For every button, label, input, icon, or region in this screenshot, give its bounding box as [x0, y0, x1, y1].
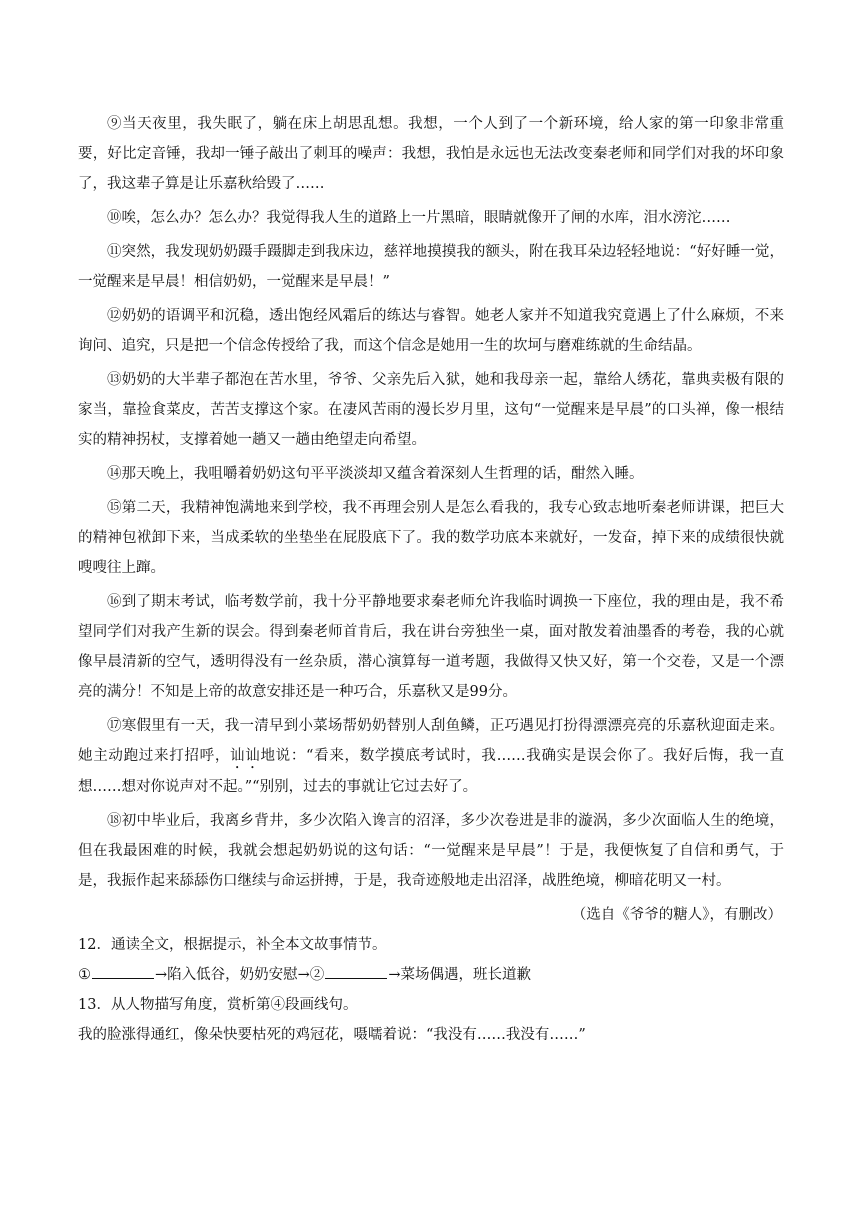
- plot-end: →菜场偶遇，班长道歉: [388, 967, 531, 983]
- paragraph-16: ⑯到了期末考试，临考数学前，我十分平静地要求秦老师允许我临时调换一下座位，我的理由是，我不希望同学们对我产生新的误会。得到秦老师首肯后，我在讲台旁独坐一桌，面对散发着油墨香的考卷，我的心就像早晨清新的空气，透明得没有一丝杂质，潜心演算每一道考题，我做得又快又好，第一个交卷，又是一个漂亮的满分！不知是上帝的故意安排还是一种巧合，乐嘉秋又是99分。: [78, 594, 784, 700]
- paragraph-10: ⑩唉，怎么办？怎么办？我觉得我人生的道路上一片黑暗，眼睛就像开了闸的水库，泪水滂沱……: [107, 210, 731, 226]
- paragraph-13: ⑬奶奶的大半辈子都泡在苦水里，爷爷、父亲先后入狱，她和我母亲一起，靠给人绣花，靠典卖极有限的家当，靠捡食菜皮，苦苦支撑这个家。在凄风苦雨的漫长岁月里，这句“一觉醒来是早晨”的口头禅，像一根结实的精神拐杖，支撑着她一趟又一趟由绝望走向希望。: [78, 372, 784, 448]
- paragraph-15: ⑮第二天，我精神饱满地来到学校，我不再理会别人是怎么看我的，我专心致志地听秦老师讲课，把巨大的精神包袱卸下来，当成柔软的坐垫坐在屁股底下了。我的数学功底本来就好，一发奋，掉下来的成绩很快就嗖嗖往上蹿。: [78, 500, 784, 576]
- question-13-quote: 我的脸涨得通红，像朵快要枯死的鸡冠花，嗫嚅着说：“我没有……我没有……”: [78, 1027, 586, 1043]
- paragraph-18: ⑱初中毕业后，我离乡背井，多少次陷入谗言的沼泽，多少次卷进是非的漩涡，多少次面临人生的绝境，但在我最困难的时候，我就会想起奶奶说的这句话：“一觉醒来是早晨”！于是，我便恢复了自信和勇气，于是，我振作起来舔舔伤口继续与命运拼搏，于是，我奇迹般地走出沼泽，战胜绝境，柳暗花明又一村。: [78, 813, 784, 889]
- answer-blank-2[interactable]: [325, 960, 387, 979]
- source-citation: （选自《爷爷的糖人》，有删改）: [571, 907, 782, 923]
- question-12-plot-line: [78, 960, 784, 990]
- question-12-prompt: 12．通读全文，根据提示，补全本文故事情节。: [78, 937, 387, 953]
- paragraph-14: ⑭那天晚上，我咀嚼着奶奶这句平平淡淡却又蕴含着深刻人生哲理的话，酣然入睡。: [107, 466, 644, 482]
- answer-blank-1[interactable]: [92, 960, 154, 979]
- paragraph-12: ⑫奶奶的语调平和沉稳，透出饱经风霜后的练达与睿智。她老人家并不知道我究竟遇上了什么麻烦，不来询问、追究，只是把一个信念传授给了我，而这个信念是她用一生的坎坷与磨难练就的生命结晶。: [78, 308, 784, 354]
- emphasized-word: 讪讪: [230, 748, 261, 764]
- paragraph-17: [78, 711, 784, 802]
- paragraph-17-part-1: ⑰寒假里有一天，我一清早到小菜场帮奶奶替别人刮鱼鳞，正巧遇见打扮得漂漂亮亮的乐嘉秋迎面走来。她主动跑过来打招呼，: [78, 718, 784, 764]
- plot-middle: →陷入低谷，奶奶安慰→②: [155, 967, 325, 983]
- question-13-prompt: 13．从人物描写角度，赏析第④段画线句。: [78, 997, 358, 1013]
- paragraph-17-part-2: 地说：“看来，数学摸底考试时，我……我确实是误会你了。我好后悔，我一直想……想对你说声对不起。”“别别，过去的事就让它过去好了。: [78, 748, 785, 795]
- plot-marker-1: ①: [78, 967, 91, 983]
- paragraph-9: ⑨当天夜里，我失眠了，躺在床上胡思乱想。我想，一个人到了一个新环境，给人家的第一印象非常重要，好比定音锤，我却一锤子敲出了刺耳的噪声：我想，我怕是永远也无法改变秦老师和同学们对我的坏印象了，我这辈子算是让乐嘉秋给毁了……: [78, 116, 784, 192]
- paragraph-11: ⑪突然，我发现奶奶蹑手蹑脚走到我床边，慈祥地摸摸我的额头，附在我耳朵边轻轻地说：“好好睡一觉，一觉醒来是早晨！相信奶奶，一觉醒来是早晨！”: [78, 244, 784, 290]
- reading-passage: [78, 109, 784, 1050]
